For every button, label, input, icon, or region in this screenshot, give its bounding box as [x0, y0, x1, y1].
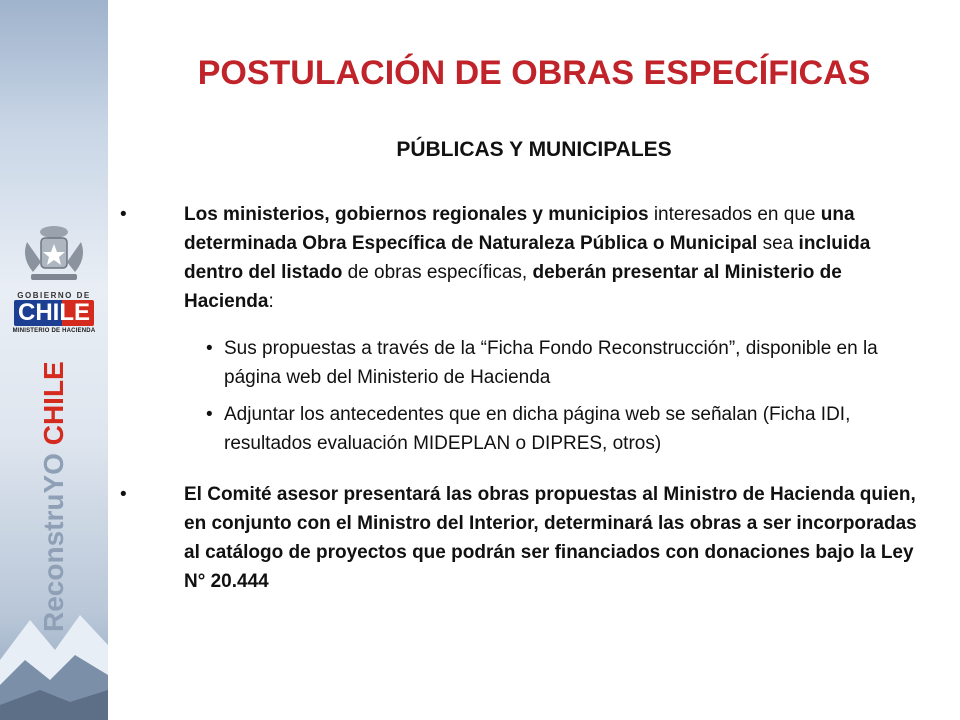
brand-part-3: CHILE — [38, 361, 69, 446]
b1-text-2: interesados en que — [648, 204, 821, 225]
b1-text-7: deberán presentar al Ministerio de Hacienda — [184, 262, 842, 312]
b1-text-8: : — [268, 291, 274, 312]
brand-part-2: YO — [38, 453, 69, 494]
bullet-dot: • — [120, 204, 127, 225]
sub-bullet-dot: • — [206, 404, 213, 425]
b1-text-6: de obras específicas, — [342, 262, 533, 283]
sub-bullet-item-2 — [200, 400, 920, 458]
chile-logo-text: CHILE — [14, 300, 94, 326]
ministerio-label: MINISTERIO DE HACIENDA — [12, 328, 96, 334]
sidebar-decoration — [0, 0, 108, 720]
b1-text-4: sea — [757, 233, 799, 254]
main-content — [120, 200, 920, 596]
b1-text-1: Los ministerios, gobiernos regionales y municipios — [184, 204, 649, 225]
sub-bullet-list — [120, 334, 920, 458]
sub-bullet-text-1: Sus propuestas a través de la “Ficha Fondo Reconstrucción”, disponible en la página web del Ministerio de Hacienda — [224, 338, 878, 388]
mountain-image — [0, 590, 108, 720]
page-subtitle: PÚBLICAS Y MUNICIPALES — [396, 138, 672, 161]
sub-bullet-text-2: Adjuntar los antecedentes que en dicha página web se señalan (Ficha IDI, resultados evaluación MIDEPLAN o DIPRES, otros) — [224, 404, 851, 454]
b2-text: El Comité asesor presentará las obras propuestas al Ministro de Hacienda quien, en conjunto con el Ministro del Interior, determinará las obras a ser incorporadas al catálogo de proyectos que podrán ser financiados con donaciones bajo la Ley N° 20.444 — [184, 484, 917, 592]
sub-bullet-item-1 — [200, 334, 920, 392]
government-logo — [8, 222, 100, 334]
bullet-item-2 — [120, 480, 920, 596]
b1-text-5: incluida dentro del listado — [184, 233, 871, 283]
brand-part-1: Reconstru — [38, 493, 69, 632]
b1-text-3: una determinada Obra Específica de Naturaleza Pública o Municipal — [184, 204, 855, 254]
gobierno-label: GOBIERNO DE — [17, 291, 91, 300]
bullet-item-1 — [120, 200, 920, 316]
bullet-dot: • — [120, 484, 127, 505]
page-title: POSTULACIÓN DE OBRAS ESPECÍFICAS — [197, 54, 871, 92]
sub-bullet-dot: • — [206, 338, 213, 359]
coat-of-arms-icon — [19, 222, 89, 284]
